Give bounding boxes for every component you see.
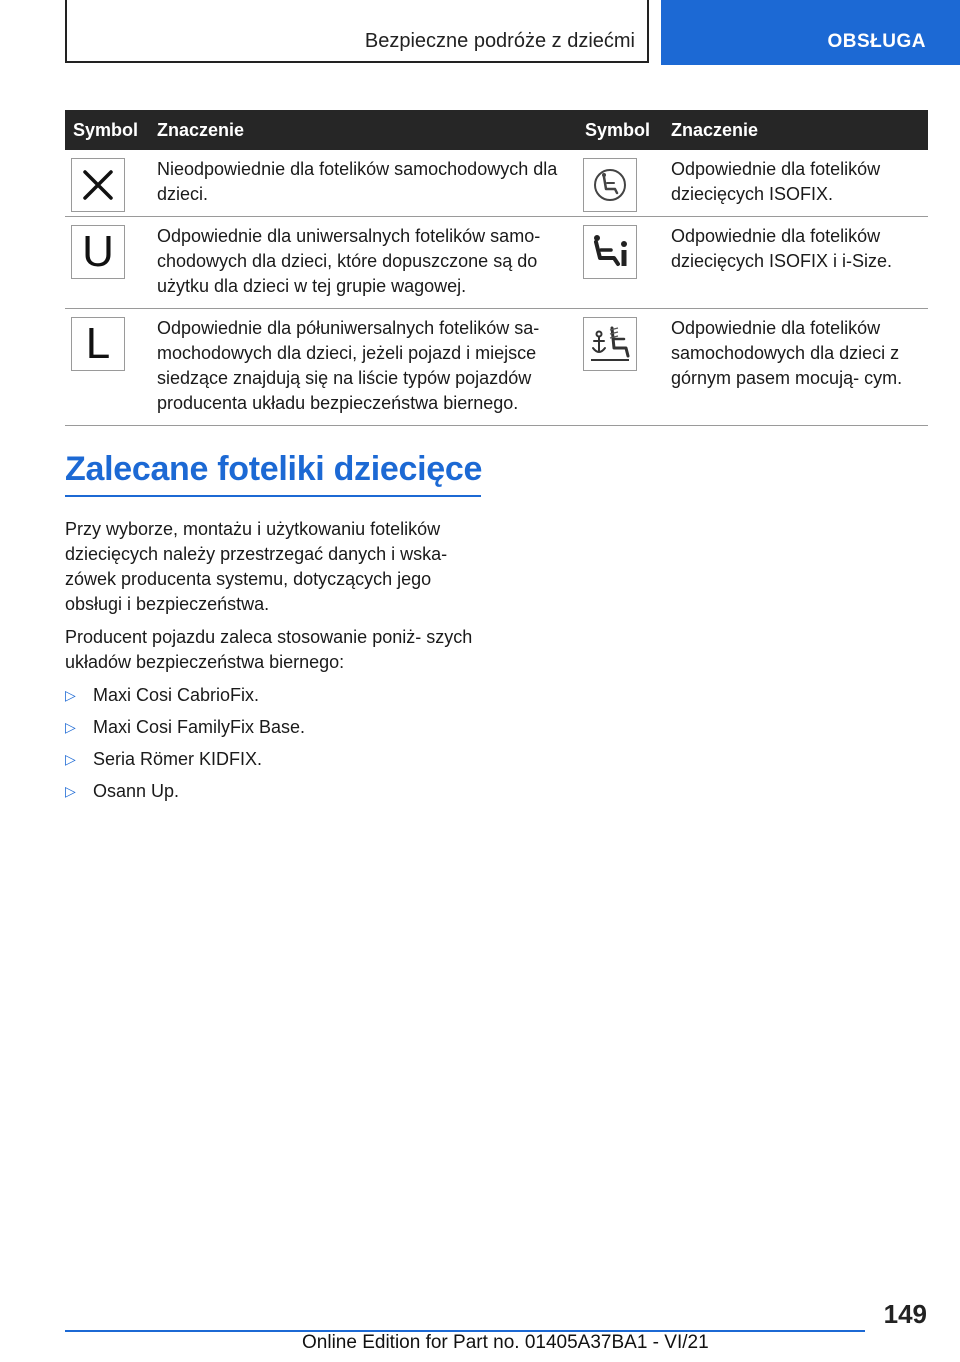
column-header: Symbol xyxy=(65,110,149,150)
list-item: ▷ Maxi Cosi CabrioFix. xyxy=(65,683,481,708)
recommended-seats-list xyxy=(65,683,481,804)
section-title: Zalecane foteliki dziecięce xyxy=(65,450,483,488)
bullet-triangle-icon: ▷ xyxy=(65,783,76,799)
symbol-table xyxy=(65,110,928,426)
header-title-frame xyxy=(65,0,649,63)
cross-icon xyxy=(71,158,125,212)
header-section-label: OBSŁUGA xyxy=(827,31,926,52)
header-title: Bezpieczne podróże z dziećmi xyxy=(364,30,635,52)
table-cell: Odpowiednie dla fotelików dziecięcych ISOFIX i i-Size. xyxy=(663,217,928,309)
isofix-icon xyxy=(583,158,637,212)
semi-universal-l-icon: L xyxy=(71,317,125,371)
paragraph: Przy wyborze, montażu i użytkowaniu fotelików dziecięcych należy przestrzegać danych i wska- zówek producenta systemu, dotyczących jego obsługi i bezpieczeństwa. xyxy=(65,519,448,614)
top-tether-icon xyxy=(583,317,637,371)
bullet-triangle-icon: ▷ xyxy=(65,687,76,703)
bullet-triangle-icon: ▷ xyxy=(65,719,76,735)
column-header: Symbol xyxy=(577,110,663,150)
section-body xyxy=(65,517,481,811)
table-cell: Odpowiednie dla fotelików dziecięcych ISOFIX. xyxy=(663,150,928,217)
bullet-triangle-icon: ▷ xyxy=(65,751,76,767)
list-item: ▷ Osann Up. xyxy=(65,779,481,804)
table-header-row xyxy=(65,110,928,150)
footer-edition: Online Edition for Part no. 01405A37BA1 - VI/21 xyxy=(302,1332,709,1353)
page-number: 149 xyxy=(883,1299,927,1329)
table-cell: Odpowiednie dla uniwersalnych fotelików samo- chodowych dla dzieci, które dopuszczone są do użytku dla dzieci w tej grupie wagowej. xyxy=(149,217,577,309)
table-row xyxy=(65,150,928,217)
universal-u-icon: U xyxy=(71,225,125,279)
table-row xyxy=(65,309,928,426)
list-item: ▷ Maxi Cosi FamilyFix Base. xyxy=(65,715,481,740)
table-cell: Odpowiednie dla fotelików samochodowych dla dzieci z górnym pasem mocują- cym. xyxy=(663,309,928,426)
isofix-isize-icon xyxy=(583,225,637,279)
table-row xyxy=(65,217,928,309)
paragraph: Producent pojazdu zaleca stosowanie poniż- szych układów bezpieczeństwa biernego: xyxy=(65,627,473,672)
list-item: ▷ Seria Römer KIDFIX. xyxy=(65,747,481,772)
table-cell: Nieodpowiednie dla fotelików samochodowych dla dzieci. xyxy=(149,150,577,217)
column-header: Znaczenie xyxy=(663,110,928,150)
table-cell: Odpowiednie dla półuniwersalnych fotelików sa- mochodowych dla dzieci, jeżeli pojazd i miejsce siedzące znajdują się na liście typów pojazdów producenta układu bezpieczeństwa biernego. xyxy=(149,309,577,426)
column-header: Znaczenie xyxy=(149,110,577,150)
section-title-underline xyxy=(65,495,481,497)
header-section-tab xyxy=(661,0,960,65)
